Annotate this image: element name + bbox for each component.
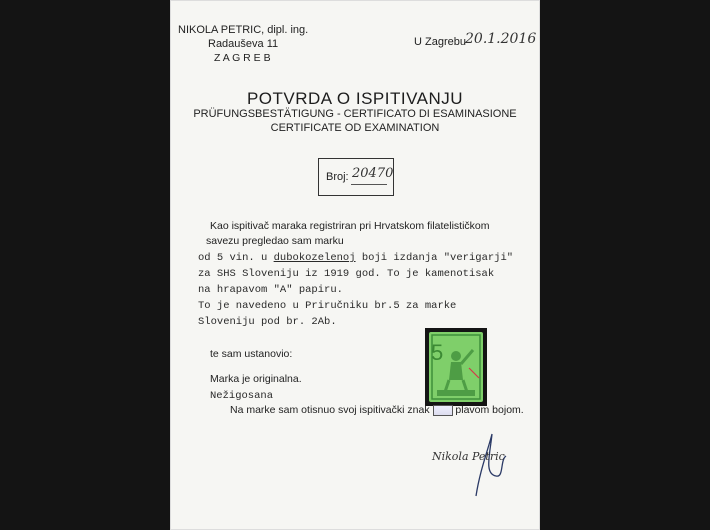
certificate-subtitle-1: PRÜFUNGSBESTÄTIGUNG - CERTIFICATO DI ESAMINASIONE: [193, 108, 517, 120]
place-prefix: U Zagrebu: [414, 36, 466, 48]
certificate-title: POTVRDA O ISPITIVANJU: [246, 89, 464, 108]
issuer-name: NIKOLA PETRIC, dipl. ing.: [178, 24, 309, 36]
signature-name: Nikola Petric: [432, 450, 505, 463]
typed-line-1a: od 5 vin. u: [198, 252, 274, 264]
typed-line-5: Sloveniju pod br. 2Ab.: [198, 316, 337, 328]
broj-number: 20470: [352, 166, 394, 181]
established-text: te sam ustanovio:: [210, 348, 293, 360]
broj-box: [318, 158, 394, 196]
certificate-subtitle-2: CERTIFICATE OD EXAMINATION: [270, 122, 440, 134]
certificate-sheet: [170, 0, 540, 530]
typed-line-1c: boji izdanja "verigarji": [355, 252, 514, 264]
typed-color-underlined: dubokozelenoj: [273, 252, 356, 264]
intro-line-2: savezu pregledao sam marku: [206, 235, 344, 247]
typed-line-3: na hrapavom "A" papiru.: [198, 284, 343, 296]
issuer-city: Z A G R E B: [214, 52, 271, 64]
mark-text-a: Na marke sam otisnuo svoj ispitivački znak: [230, 404, 430, 416]
examiner-mark-icon: [433, 405, 453, 416]
typed-line-4: To je navedeno u Priručniku br.5 za marke: [198, 300, 457, 312]
original-text: Marka je originalna.: [210, 373, 302, 385]
stamp-value-digit: 5: [431, 340, 444, 365]
stamp-face: [429, 332, 483, 402]
mark-text-b: plavom bojom.: [455, 404, 524, 416]
stamp-image: [425, 328, 487, 406]
typed-line-2: za SHS Sloveniju iz 1919 god. To je kamenotisak: [198, 268, 495, 280]
broj-label: Broj:: [326, 171, 349, 183]
signature-scribble-icon: [470, 430, 510, 500]
broj-underline: [351, 184, 387, 185]
typed-line-1: [198, 252, 513, 264]
issuer-street: Radauševa 11: [208, 38, 279, 50]
hinge-text: Nežigosana: [210, 390, 274, 402]
mark-text: [230, 404, 524, 416]
intro-line-1: Kao ispitivač maraka registriran pri Hrvatskom filatelističkom: [210, 220, 490, 232]
issue-date: 20.1.2016: [465, 31, 537, 47]
